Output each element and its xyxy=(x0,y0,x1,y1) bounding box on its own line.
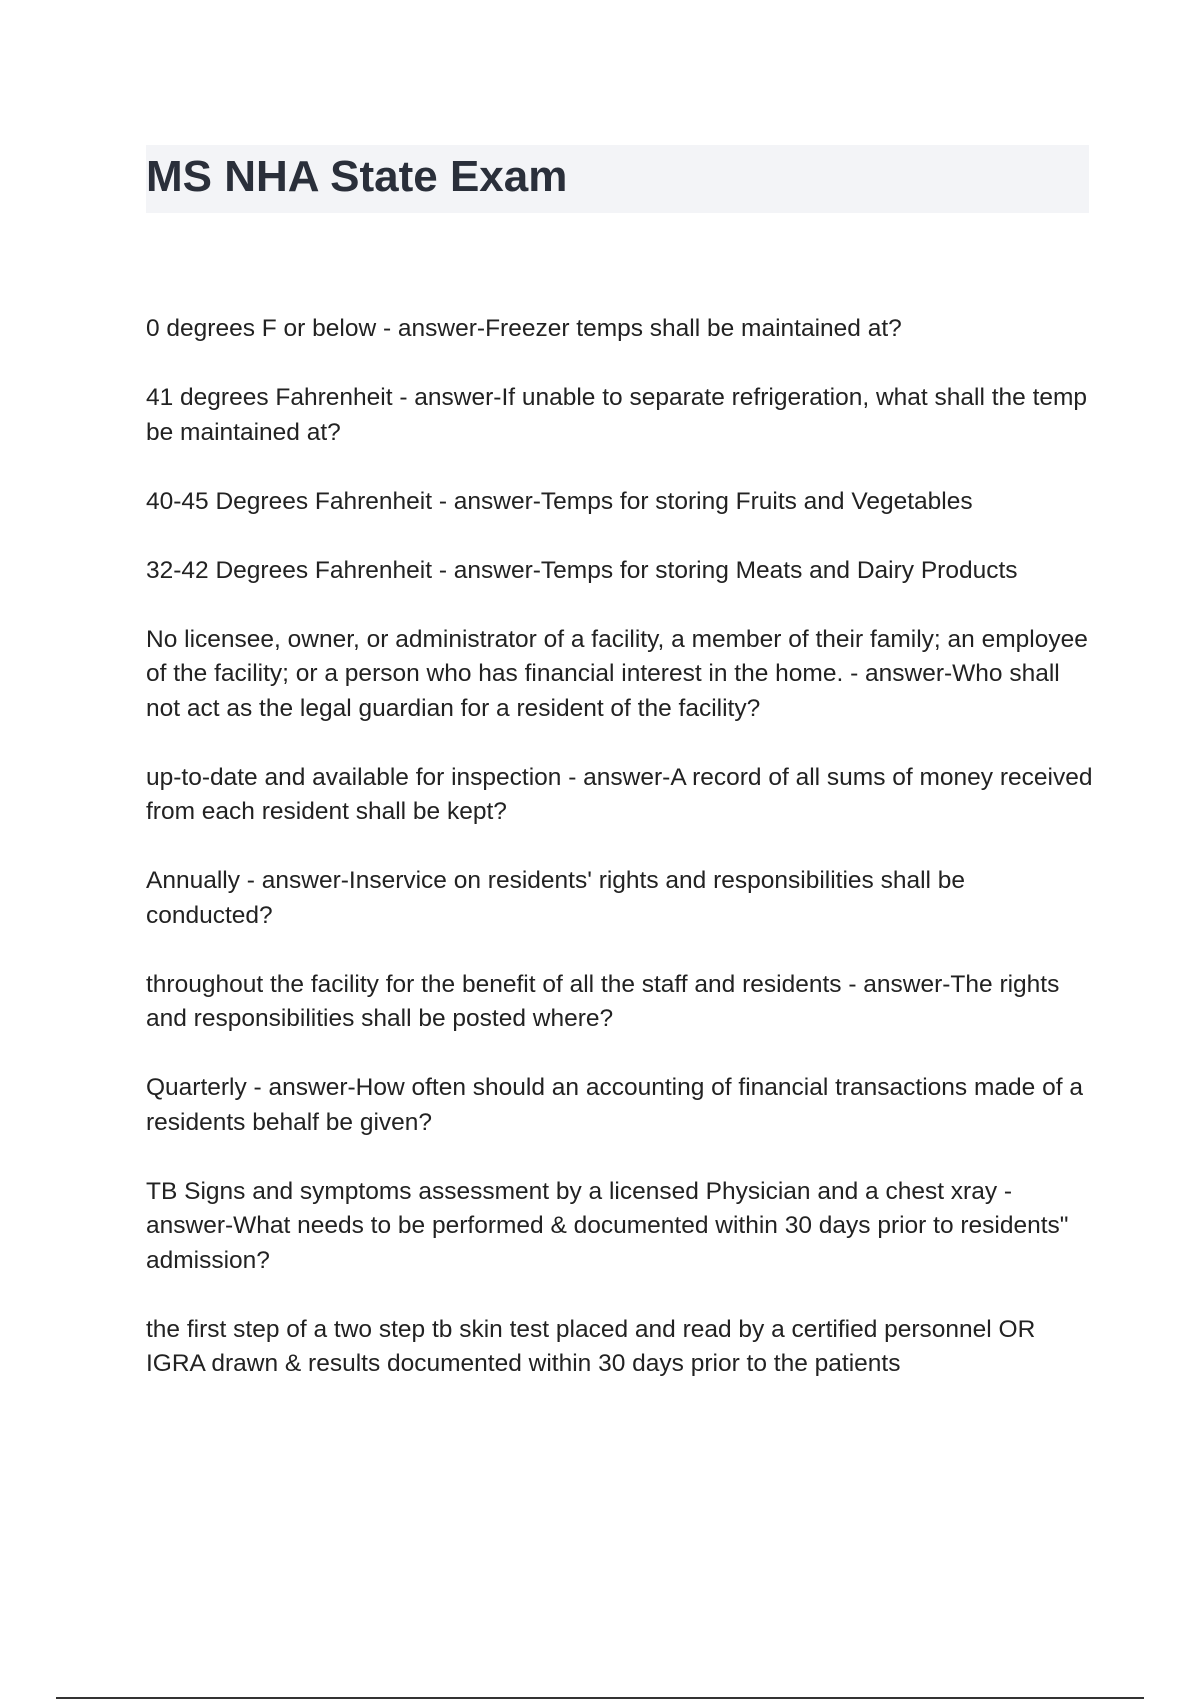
qa-item: 32-42 Degrees Fahrenheit - answer-Temps for storing Meats and Dairy Products xyxy=(146,556,1018,584)
title-banner xyxy=(146,145,1089,213)
page-title: MS NHA State Exam xyxy=(146,152,568,201)
qa-item: throughout the facility for the benefit of all the staff and residents - answer-The rights and responsibilities shall be posted where? xyxy=(146,970,1060,1032)
qa-item: TB Signs and symptoms assessment by a licensed Physician and a chest xray - answer-What needs to be performed & documented within 30 days prior to residents" admission? xyxy=(146,1177,1069,1274)
qa-item: 0 degrees F or below - answer-Freezer temps shall be maintained at? xyxy=(146,315,902,342)
qa-item: Quarterly - answer-How often should an accounting of financial transactions made of a residents behalf be given? xyxy=(146,1074,1083,1136)
qa-item: 41 degrees Fahrenheit - answer-If unable to separate refrigeration, what shall the temp be maintained at? xyxy=(146,384,1088,446)
qa-item: the first step of a two step tb skin test placed and read by a certified personnel OR IGRA drawn & results documented within 30 days prior to the patients xyxy=(146,1315,1036,1377)
qa-item: Annually - answer-Inservice on residents' rights and responsibilities shall be conducted? xyxy=(146,867,966,929)
page-bottom-divider xyxy=(56,1697,1144,1699)
qa-list xyxy=(146,312,1096,1416)
qa-item: No licensee, owner, or administrator of a facility, a member of their family; an employee of the facility; or a person who has financial interest in the home. - answer-Who shall not act as the legal guardian for a resident of the facility? xyxy=(146,625,1088,722)
qa-item: 40-45 Degrees Fahrenheit - answer-Temps for storing Fruits and Vegetables xyxy=(146,487,973,515)
qa-item: up-to-date and available for inspection - answer-A record of all sums of money received from each resident shall be kept? xyxy=(146,763,1093,825)
